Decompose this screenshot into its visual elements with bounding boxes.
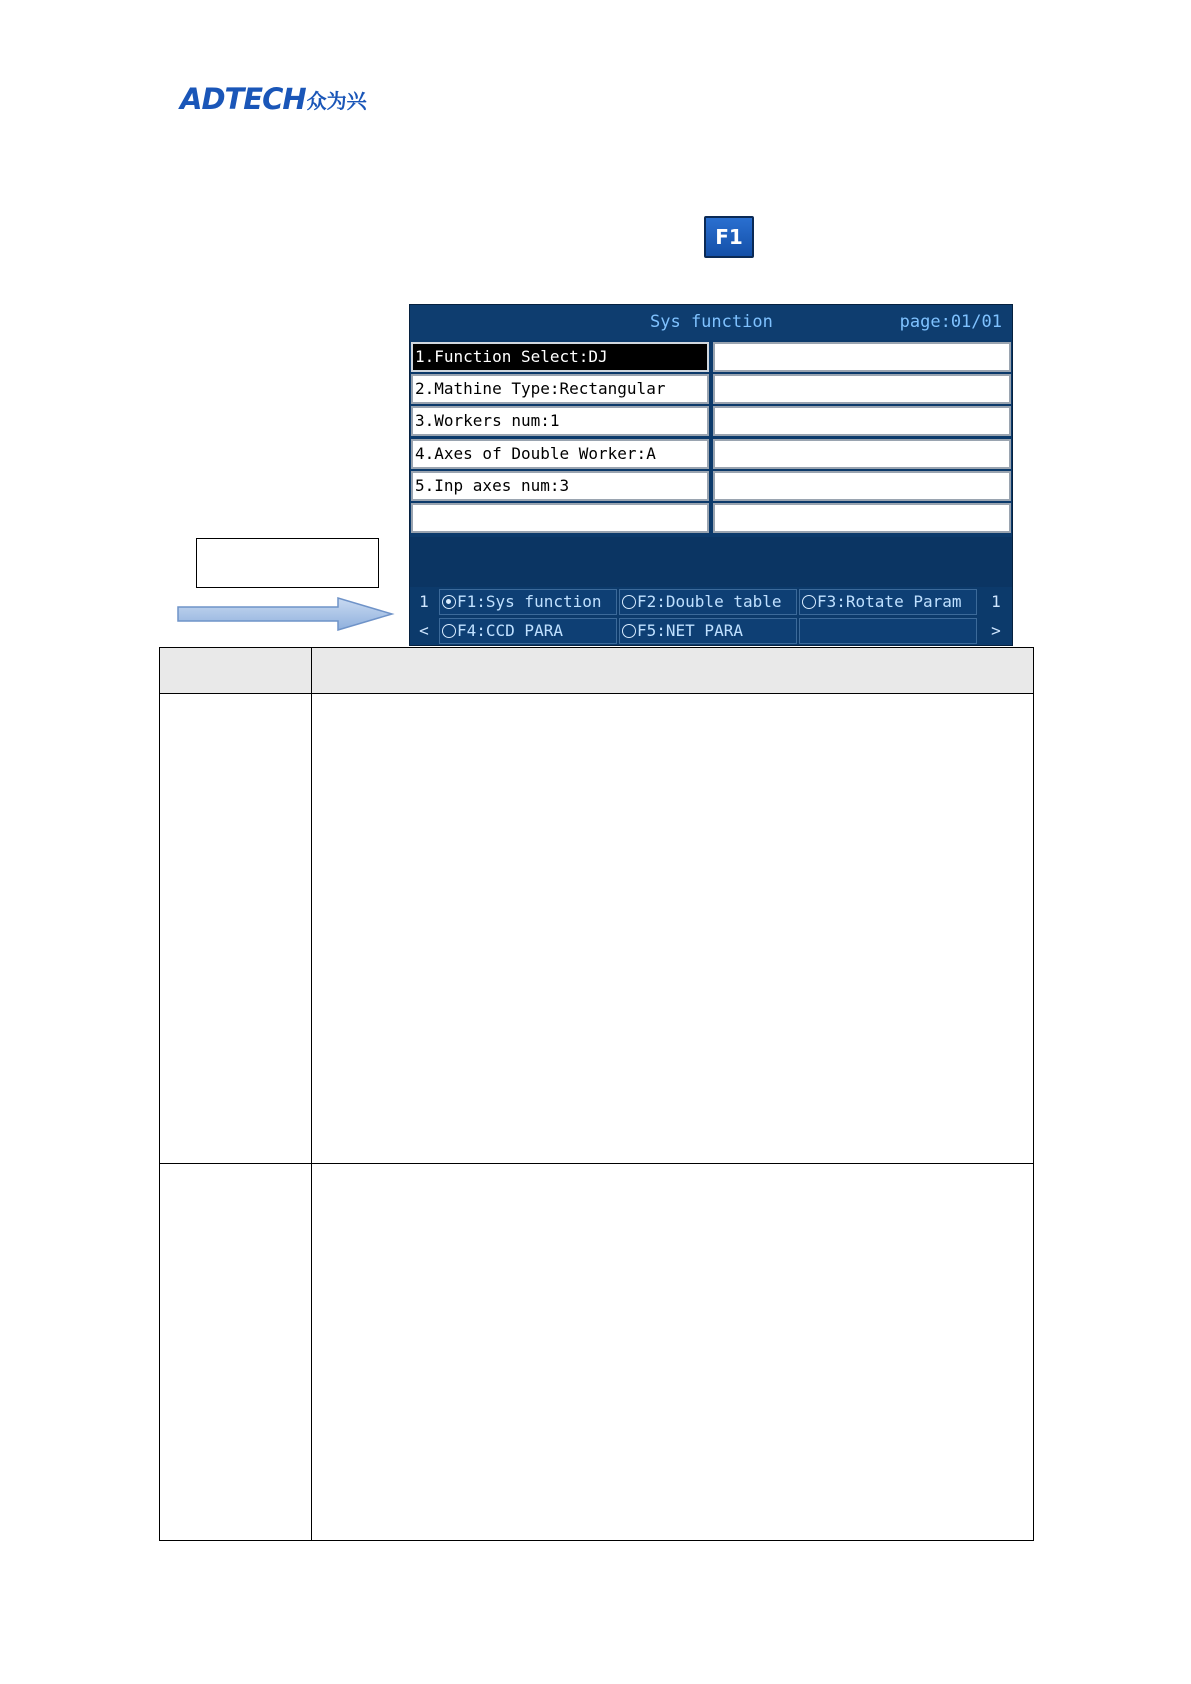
param-row[interactable] [410, 439, 1012, 469]
table-row [160, 1164, 1034, 1541]
param-row[interactable] [410, 342, 1012, 372]
screen-header [410, 305, 1012, 340]
message-area [410, 537, 1012, 587]
logo-chinese-text: 众为兴 [306, 88, 367, 113]
param-label[interactable]: 1.Function Select:DJ [411, 342, 709, 372]
param-value-cell [713, 503, 1011, 533]
param-row[interactable] [410, 471, 1012, 501]
f3-rotate-param-button[interactable] [799, 589, 977, 615]
controller-screen [409, 304, 1013, 646]
table-header-cell [312, 648, 1034, 694]
param-label[interactable]: 3.Workers num:1 [411, 406, 709, 436]
table-header-cell [160, 648, 312, 694]
callout-box [196, 538, 379, 588]
fkey-label: F3:Rotate Param [817, 592, 962, 611]
fkey-page-right: 1 [991, 592, 1001, 611]
param-label[interactable]: 2.Mathine Type:Rectangular [411, 374, 709, 404]
table-row [160, 694, 1034, 1164]
radio-icon [802, 595, 816, 609]
fkey-label: F1:Sys function [457, 592, 602, 611]
fkey-row-2 [410, 617, 1012, 645]
radio-selected-icon [442, 595, 456, 609]
fkey-label: F4:CCD PARA [457, 621, 563, 640]
description-table [159, 647, 1034, 1541]
fkey-label: F5:NET PARA [637, 621, 743, 640]
empty-fkey-slot [799, 618, 977, 644]
page-indicator: page:01/01 [899, 312, 1002, 332]
param-row[interactable] [410, 406, 1012, 436]
prev-page-button[interactable]: < [419, 621, 429, 640]
radio-icon [442, 624, 456, 638]
param-value-cell [713, 374, 1011, 404]
screen-title: Sys function [650, 312, 773, 332]
fkey-row-1 [410, 588, 1012, 616]
param-row[interactable] [410, 503, 1012, 533]
table-cell [312, 694, 1034, 1164]
table-cell [160, 1164, 312, 1541]
f5-net-para-button[interactable] [619, 618, 797, 644]
radio-icon [622, 595, 636, 609]
fkey-label: F2:Double table [637, 592, 782, 611]
table-cell [160, 694, 312, 1164]
table-header-row [160, 648, 1034, 694]
param-value-cell [713, 406, 1011, 436]
radio-icon [622, 624, 636, 638]
param-value-cell [713, 471, 1011, 501]
param-value-cell [713, 439, 1011, 469]
logo-brand-text: ADTECH [180, 82, 306, 116]
param-label[interactable]: 4.Axes of Double Worker:A [411, 439, 709, 469]
f1-key-label: F1 [715, 225, 743, 249]
next-page-button[interactable]: > [991, 621, 1001, 640]
param-label[interactable]: 5.Inp axes num:3 [411, 471, 709, 501]
param-label[interactable] [411, 503, 709, 533]
param-value-cell [713, 342, 1011, 372]
param-row[interactable] [410, 374, 1012, 404]
right-arrow-icon [176, 596, 396, 632]
adtech-logo [180, 82, 367, 116]
table-cell [312, 1164, 1034, 1541]
f4-ccd-para-button[interactable] [439, 618, 617, 644]
f1-key-icon [704, 216, 754, 258]
f2-double-table-button[interactable] [619, 589, 797, 615]
f1-sys-function-button[interactable] [439, 589, 617, 615]
fkey-page-left: 1 [419, 592, 429, 611]
